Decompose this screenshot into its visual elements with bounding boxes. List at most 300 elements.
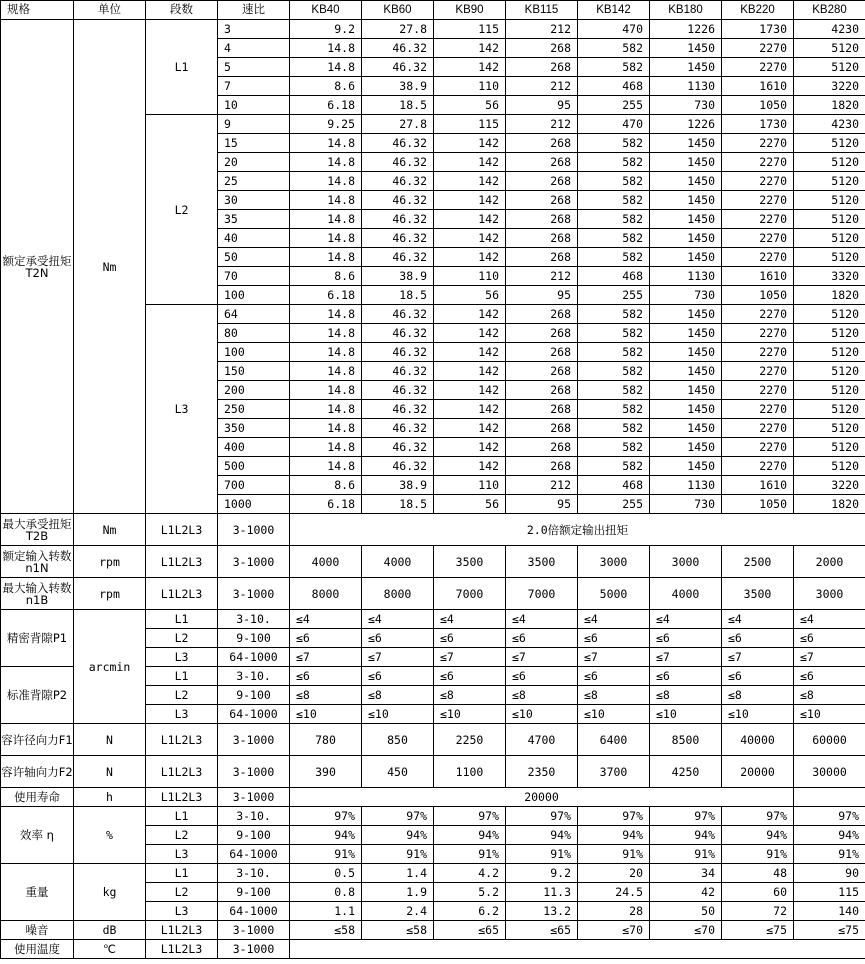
value-cell: 1130 xyxy=(650,476,722,495)
value-cell: 1450 xyxy=(650,343,722,362)
value-cell: 7000 xyxy=(434,578,506,610)
value-cell: 268 xyxy=(506,343,578,362)
value-cell: 46.32 xyxy=(362,134,434,153)
column-header: KB142 xyxy=(578,1,650,20)
column-header: KB280 xyxy=(794,1,865,20)
value-cell: 20000 xyxy=(722,756,794,788)
value-cell: 5120 xyxy=(794,324,865,343)
value-cell: 1450 xyxy=(650,210,722,229)
value-cell: 3000 xyxy=(794,578,865,610)
value-cell: 1226 xyxy=(650,20,722,39)
value-cell: 268 xyxy=(506,381,578,400)
value-cell: 115 xyxy=(434,115,506,134)
value-cell: 268 xyxy=(506,58,578,77)
value-cell: 46.32 xyxy=(362,305,434,324)
value-cell: 46.32 xyxy=(362,419,434,438)
value-cell: 8500 xyxy=(650,724,722,756)
value-cell: ≤8 xyxy=(650,686,722,705)
value-cell: 1.1 xyxy=(290,902,362,921)
stage-cell: L3 xyxy=(146,902,218,921)
ratio-cell: 9-100 xyxy=(218,686,290,705)
value-cell: 97% xyxy=(434,807,506,826)
value-cell: ≤10 xyxy=(722,705,794,724)
value-cell: 2270 xyxy=(722,381,794,400)
unit-cell: dB xyxy=(74,921,146,940)
value-cell: 94% xyxy=(650,826,722,845)
value-cell: ≤6 xyxy=(506,629,578,648)
value-cell: 97% xyxy=(506,807,578,826)
unit-cell: N xyxy=(74,724,146,756)
value-cell: ≤6 xyxy=(362,629,434,648)
value-cell: 142 xyxy=(434,248,506,267)
value-cell: ≤8 xyxy=(290,686,362,705)
value-cell: ≤4 xyxy=(578,610,650,629)
stage-cell: L1L2L3 xyxy=(146,514,218,546)
value-cell: 255 xyxy=(578,495,650,514)
value-cell: 110 xyxy=(434,267,506,286)
value-cell: 2270 xyxy=(722,248,794,267)
spec-label: 标准背隙P2 xyxy=(1,667,74,724)
ratio-cell: 64-1000 xyxy=(218,902,290,921)
value-cell: 14.8 xyxy=(290,324,362,343)
table-row xyxy=(1,546,865,578)
value-cell: 255 xyxy=(578,96,650,115)
stage-cell: L3 xyxy=(146,705,218,724)
value-cell: 2270 xyxy=(722,457,794,476)
table-row xyxy=(1,20,865,39)
value-cell: ≤6 xyxy=(362,667,434,686)
ratio-cell: 15 xyxy=(218,134,290,153)
value-cell: 14.8 xyxy=(290,153,362,172)
value-cell: 0.8 xyxy=(290,883,362,902)
value-cell: 14.8 xyxy=(290,210,362,229)
value-cell: 5120 xyxy=(794,381,865,400)
value-cell: 4.2 xyxy=(434,864,506,883)
value-cell: 582 xyxy=(578,210,650,229)
stage-cell: L1L2L3 xyxy=(146,940,218,959)
value-cell: ≤10 xyxy=(362,705,434,724)
value-cell: 14.8 xyxy=(290,248,362,267)
value-cell: 1226 xyxy=(650,115,722,134)
value-cell: 97% xyxy=(722,807,794,826)
value-cell: 582 xyxy=(578,305,650,324)
stage-cell: L1L2L3 xyxy=(146,724,218,756)
value-cell: ≤10 xyxy=(794,705,865,724)
value-cell: 46.32 xyxy=(362,153,434,172)
column-header: KB90 xyxy=(434,1,506,20)
value-cell: 60000 xyxy=(794,724,865,756)
ratio-cell: 3-1000 xyxy=(218,788,290,807)
value-cell: 5120 xyxy=(794,305,865,324)
value-cell: 18.5 xyxy=(362,286,434,305)
column-header: KB60 xyxy=(362,1,434,20)
stage-cell: L1 xyxy=(146,864,218,883)
stage-cell: L3 xyxy=(146,648,218,667)
value-cell: 142 xyxy=(434,210,506,229)
spec-table-body xyxy=(1,1,865,959)
value-cell: 268 xyxy=(506,438,578,457)
value-cell: ≤6 xyxy=(578,667,650,686)
stage-cell: L2 xyxy=(146,115,218,305)
value-cell: 212 xyxy=(506,115,578,134)
value-cell: 6.2 xyxy=(434,902,506,921)
value-cell: 95 xyxy=(506,286,578,305)
column-header: KB40 xyxy=(290,1,362,20)
value-cell: 2270 xyxy=(722,134,794,153)
value-cell: 142 xyxy=(434,381,506,400)
value-cell: 268 xyxy=(506,362,578,381)
table-row xyxy=(1,864,865,883)
value-cell: 94% xyxy=(290,826,362,845)
unit-cell: Nm xyxy=(74,20,146,514)
value-cell: 2270 xyxy=(722,438,794,457)
value-cell: 1450 xyxy=(650,305,722,324)
value-cell: 2270 xyxy=(722,305,794,324)
ratio-cell: 20 xyxy=(218,153,290,172)
value-cell: 2270 xyxy=(722,172,794,191)
value-cell: 91% xyxy=(794,845,865,864)
value-cell: 4700 xyxy=(506,724,578,756)
value-cell: 1450 xyxy=(650,438,722,457)
value-cell: 5120 xyxy=(794,438,865,457)
value-cell: 14.8 xyxy=(290,172,362,191)
value-cell: 8.6 xyxy=(290,77,362,96)
value-cell: ≤6 xyxy=(794,667,865,686)
ratio-cell: 7 xyxy=(218,77,290,96)
value-cell: 14.8 xyxy=(290,362,362,381)
value-cell: ≤10 xyxy=(290,705,362,724)
value-cell: 2350 xyxy=(506,756,578,788)
spec-label: 重量 xyxy=(1,864,74,921)
value-cell: ≤4 xyxy=(722,610,794,629)
value-cell: 1610 xyxy=(722,476,794,495)
value-cell: 14.8 xyxy=(290,305,362,324)
value-cell: 1820 xyxy=(794,286,865,305)
spec-label: 额定输入转数n1N xyxy=(1,546,74,578)
value-cell: 3320 xyxy=(794,267,865,286)
value-cell: 46.32 xyxy=(362,58,434,77)
value-cell: ≤8 xyxy=(434,686,506,705)
value-cell: 582 xyxy=(578,58,650,77)
value-cell: ≤10 xyxy=(434,705,506,724)
value-cell: 212 xyxy=(506,20,578,39)
value-cell: 27.8 xyxy=(362,115,434,134)
note-cell: 2.0倍额定输出扭矩 xyxy=(290,514,865,546)
value-cell: ≤65 xyxy=(434,921,506,940)
unit-cell: arcmin xyxy=(74,610,146,724)
value-cell: 1730 xyxy=(722,115,794,134)
value-cell: 142 xyxy=(434,58,506,77)
value-cell: 730 xyxy=(650,495,722,514)
value-cell: 91% xyxy=(290,845,362,864)
value-cell: 142 xyxy=(434,324,506,343)
value-cell: ≤6 xyxy=(794,629,865,648)
ratio-cell: 1000 xyxy=(218,495,290,514)
stage-cell: L1 xyxy=(146,667,218,686)
value-cell: 46.32 xyxy=(362,191,434,210)
value-cell: 48 xyxy=(722,864,794,883)
value-cell: 2270 xyxy=(722,324,794,343)
value-cell: ≤10 xyxy=(506,705,578,724)
value-cell: 97% xyxy=(578,807,650,826)
value-cell: 1820 xyxy=(794,495,865,514)
unit-cell: rpm xyxy=(74,546,146,578)
value-cell: 56 xyxy=(434,96,506,115)
value-cell: 142 xyxy=(434,191,506,210)
value-cell: 5.2 xyxy=(434,883,506,902)
column-header: KB220 xyxy=(722,1,794,20)
spec-label: 噪音 xyxy=(1,921,74,940)
ratio-cell: 150 xyxy=(218,362,290,381)
value-cell: 582 xyxy=(578,134,650,153)
value-cell: 1450 xyxy=(650,400,722,419)
value-cell: 1450 xyxy=(650,153,722,172)
value-cell: 255 xyxy=(578,286,650,305)
value-cell: 1820 xyxy=(794,96,865,115)
value-cell: ≤75 xyxy=(722,921,794,940)
value-cell: 94% xyxy=(506,826,578,845)
column-header: KB180 xyxy=(650,1,722,20)
value-cell: 1450 xyxy=(650,324,722,343)
value-cell: 142 xyxy=(434,343,506,362)
spec-label: 最大承受扭矩T2B xyxy=(1,514,74,546)
value-cell: 142 xyxy=(434,153,506,172)
value-cell: 1.9 xyxy=(362,883,434,902)
ratio-cell: 3 xyxy=(218,20,290,39)
value-cell: 6.18 xyxy=(290,495,362,514)
value-cell: 38.9 xyxy=(362,267,434,286)
value-cell: 582 xyxy=(578,324,650,343)
value-cell: 97% xyxy=(290,807,362,826)
value-cell: ≤8 xyxy=(722,686,794,705)
ratio-cell: 3-1000 xyxy=(218,578,290,610)
value-cell: 4000 xyxy=(650,578,722,610)
value-cell: ≤7 xyxy=(794,648,865,667)
value-cell: 142 xyxy=(434,172,506,191)
value-cell: 1100 xyxy=(434,756,506,788)
column-header: 速比 xyxy=(218,1,290,20)
ratio-cell: 9-100 xyxy=(218,629,290,648)
value-cell: 0.5 xyxy=(290,864,362,883)
value-cell: 9.2 xyxy=(290,20,362,39)
value-cell: 14.8 xyxy=(290,400,362,419)
value-cell: 142 xyxy=(434,419,506,438)
table-row xyxy=(1,807,865,826)
ratio-cell: 700 xyxy=(218,476,290,495)
value-cell: 5120 xyxy=(794,229,865,248)
table-row xyxy=(1,578,865,610)
ratio-cell: 64-1000 xyxy=(218,845,290,864)
value-cell: 7000 xyxy=(506,578,578,610)
value-cell: 268 xyxy=(506,191,578,210)
value-cell: 1450 xyxy=(650,419,722,438)
value-cell: 20 xyxy=(578,864,650,883)
value-cell: 5120 xyxy=(794,248,865,267)
ratio-cell: 500 xyxy=(218,457,290,476)
value-cell: 582 xyxy=(578,400,650,419)
value-cell: 95 xyxy=(506,495,578,514)
value-cell: 14.8 xyxy=(290,438,362,457)
value-cell: 3000 xyxy=(650,546,722,578)
value-cell: 30000 xyxy=(794,756,865,788)
value-cell: 582 xyxy=(578,343,650,362)
spec-label: 容许轴向力F2 xyxy=(1,756,74,788)
value-cell: 1450 xyxy=(650,172,722,191)
value-cell: 14.8 xyxy=(290,134,362,153)
value-cell: ≤7 xyxy=(506,648,578,667)
value-cell: 8000 xyxy=(362,578,434,610)
value-cell: 94% xyxy=(722,826,794,845)
value-cell: 4230 xyxy=(794,20,865,39)
value-cell: 2270 xyxy=(722,229,794,248)
value-cell: 91% xyxy=(650,845,722,864)
value-cell: ≤6 xyxy=(290,667,362,686)
value-cell: 582 xyxy=(578,248,650,267)
value-cell: 142 xyxy=(434,305,506,324)
ratio-cell: 3-1000 xyxy=(218,514,290,546)
ratio-cell: 3-10. xyxy=(218,864,290,883)
value-cell: 5120 xyxy=(794,210,865,229)
value-cell: 94% xyxy=(794,826,865,845)
value-cell: 46.32 xyxy=(362,362,434,381)
value-cell: 46.32 xyxy=(362,324,434,343)
ratio-cell: 70 xyxy=(218,267,290,286)
value-cell: 4230 xyxy=(794,115,865,134)
value-cell: ≤70 xyxy=(650,921,722,940)
value-cell: 5120 xyxy=(794,153,865,172)
unit-cell: Nm xyxy=(74,514,146,546)
ratio-cell: 100 xyxy=(218,343,290,362)
empty-cell xyxy=(290,940,865,959)
value-cell: ≤4 xyxy=(362,610,434,629)
value-cell: 5120 xyxy=(794,39,865,58)
value-cell: 268 xyxy=(506,400,578,419)
value-cell: 582 xyxy=(578,419,650,438)
value-cell: ≤7 xyxy=(362,648,434,667)
spec-label: 使用温度 xyxy=(1,940,74,959)
value-cell: 142 xyxy=(434,400,506,419)
stage-cell: L2 xyxy=(146,826,218,845)
value-cell: ≤4 xyxy=(434,610,506,629)
value-cell: 95 xyxy=(506,96,578,115)
ratio-cell: 30 xyxy=(218,191,290,210)
value-cell: 6.18 xyxy=(290,96,362,115)
ratio-cell: 100 xyxy=(218,286,290,305)
unit-cell: rpm xyxy=(74,578,146,610)
value-cell: 1450 xyxy=(650,457,722,476)
value-cell: 1730 xyxy=(722,20,794,39)
value-cell: 46.32 xyxy=(362,400,434,419)
ratio-cell: 5 xyxy=(218,58,290,77)
spec-label: 效率 η xyxy=(1,807,74,864)
value-cell: 582 xyxy=(578,153,650,172)
value-cell: 60 xyxy=(722,883,794,902)
value-cell: 56 xyxy=(434,286,506,305)
value-cell: 5120 xyxy=(794,457,865,476)
stage-cell: L1L2L3 xyxy=(146,921,218,940)
value-cell: 91% xyxy=(362,845,434,864)
value-cell: 3220 xyxy=(794,476,865,495)
value-cell: 91% xyxy=(722,845,794,864)
ratio-cell: 40 xyxy=(218,229,290,248)
value-cell: 780 xyxy=(290,724,362,756)
column-header: 单位 xyxy=(74,1,146,20)
value-cell: ≤8 xyxy=(794,686,865,705)
value-cell: ≤8 xyxy=(362,686,434,705)
value-cell: 94% xyxy=(434,826,506,845)
value-cell: 110 xyxy=(434,476,506,495)
value-cell: 142 xyxy=(434,229,506,248)
value-cell: 18.5 xyxy=(362,495,434,514)
table-row xyxy=(1,921,865,940)
value-cell: 212 xyxy=(506,476,578,495)
value-cell: 5120 xyxy=(794,343,865,362)
value-cell: ≤10 xyxy=(578,705,650,724)
value-cell: 1450 xyxy=(650,248,722,267)
value-cell: 97% xyxy=(794,807,865,826)
table-row xyxy=(1,756,865,788)
value-cell: 3220 xyxy=(794,77,865,96)
ratio-cell: 35 xyxy=(218,210,290,229)
value-cell: 14.8 xyxy=(290,58,362,77)
value-cell: 14.8 xyxy=(290,457,362,476)
value-cell: 2270 xyxy=(722,419,794,438)
value-cell: ≤6 xyxy=(722,629,794,648)
value-cell: 91% xyxy=(506,845,578,864)
table-row xyxy=(1,788,865,807)
value-cell: 9.2 xyxy=(506,864,578,883)
value-cell: 46.32 xyxy=(362,457,434,476)
spec-label: 最大输入转数n1B xyxy=(1,578,74,610)
value-cell: 5120 xyxy=(794,191,865,210)
value-cell: 115 xyxy=(794,883,865,902)
ratio-cell: 3-1000 xyxy=(218,546,290,578)
value-cell: 450 xyxy=(362,756,434,788)
value-cell: 1130 xyxy=(650,77,722,96)
ratio-cell: 10 xyxy=(218,96,290,115)
value-cell: 28 xyxy=(578,902,650,921)
value-cell: 8000 xyxy=(290,578,362,610)
value-cell: 13.2 xyxy=(506,902,578,921)
unit-cell: ℃ xyxy=(74,940,146,959)
stage-cell: L2 xyxy=(146,883,218,902)
value-cell: 40000 xyxy=(722,724,794,756)
value-cell: 268 xyxy=(506,172,578,191)
value-cell: 8.6 xyxy=(290,476,362,495)
stage-cell: L1 xyxy=(146,610,218,629)
value-cell: ≤4 xyxy=(506,610,578,629)
value-cell: 5000 xyxy=(578,578,650,610)
ratio-cell: 9-100 xyxy=(218,883,290,902)
value-cell: 730 xyxy=(650,96,722,115)
value-cell: 6400 xyxy=(578,724,650,756)
table-row xyxy=(1,940,865,959)
value-cell: 3500 xyxy=(434,546,506,578)
value-cell: 1450 xyxy=(650,39,722,58)
unit-cell: kg xyxy=(74,864,146,921)
value-cell: 72 xyxy=(722,902,794,921)
value-cell: 14.8 xyxy=(290,343,362,362)
value-cell: ≤6 xyxy=(650,629,722,648)
value-cell: 1050 xyxy=(722,495,794,514)
value-cell: 2270 xyxy=(722,39,794,58)
empty-cell xyxy=(794,788,865,807)
value-cell: 5120 xyxy=(794,419,865,438)
ratio-cell: 50 xyxy=(218,248,290,267)
value-cell: 582 xyxy=(578,438,650,457)
value-cell: 142 xyxy=(434,39,506,58)
stage-cell: L1L2L3 xyxy=(146,578,218,610)
